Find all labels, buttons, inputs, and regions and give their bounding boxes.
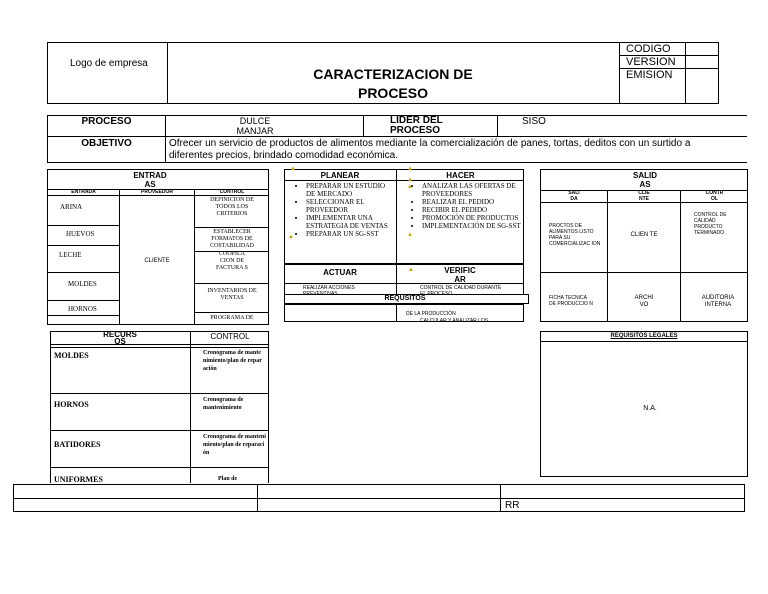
warning-marker-icon: ▲ bbox=[407, 177, 413, 183]
requisitos-legales-title: REQUISITOS LEGALES bbox=[610, 333, 678, 339]
objetivo-label: OBJETIVO bbox=[81, 138, 132, 149]
list-item: • ANALIZAR LAS OFERTAS DE PROVEEDORES bbox=[422, 182, 524, 198]
verificar-text-line1: CONTROL DE CALIDAD DURANTE bbox=[420, 285, 502, 291]
recurso-control: Cronograma de mantenimiento/plan de reparación bbox=[203, 434, 266, 456]
recursos-control-label: CONTROL bbox=[210, 332, 250, 341]
cliente-cell: CLIEN TE bbox=[630, 232, 658, 238]
salida-cell: PROCTOS DE ALIMENTOS LISTO PARA SU COMERCIALIZAC ION bbox=[549, 223, 601, 247]
salida-cell: FICHA TECNICA DE PRODUCCIO N bbox=[549, 295, 593, 307]
salidas-col-control-line1: CONTR bbox=[705, 190, 724, 196]
objetivo-text-line1: Ofrecer un servicio de productos de alimentos mediante la comercialización de panes, tortas, deditos con un surtido a bbox=[169, 138, 691, 149]
list-item: • REALIZAR EL PEDIDO bbox=[422, 198, 524, 206]
entradas-proveedor: CLIENTE bbox=[144, 258, 170, 264]
recurso-name: HORNOS bbox=[54, 400, 89, 409]
objetivo-text-line2: diferentes precios, brindado comodidad económica. bbox=[169, 150, 399, 161]
warning-marker-icon: ▲ bbox=[407, 166, 413, 172]
codigo-label: CODIGO bbox=[626, 43, 671, 55]
planear-list bbox=[292, 182, 394, 238]
salidas-col-cliente-line2: NTE bbox=[639, 196, 649, 202]
recurso-name: BATIDORES bbox=[54, 440, 101, 449]
company-logo-placeholder: Logo de empresa bbox=[70, 58, 148, 69]
document-title-line2: PROCESO bbox=[357, 85, 428, 101]
hacer-title: HACER bbox=[446, 171, 475, 180]
entradas-title-line1: ENTRAD bbox=[133, 171, 167, 180]
salidas-title-line1: SALID bbox=[633, 171, 657, 180]
requisitos-label: REQUSITOS bbox=[384, 295, 426, 302]
lider-value: SISO bbox=[522, 116, 546, 127]
actuar-title: ACTUAR bbox=[323, 268, 357, 277]
actuar-text-line1: REALIZAR ACCIONES bbox=[303, 285, 355, 291]
list-item: • SELECCIONAR EL PROVEEDOR bbox=[306, 198, 394, 214]
control-cell: CONTROL DE CALIDAD PRODUCTO TERMINADO bbox=[694, 212, 727, 236]
warning-marker-icon: ▲ bbox=[407, 184, 413, 190]
warning-marker-icon: ▲ bbox=[288, 234, 294, 240]
entrada-control: ESTABLECER FORMATOS DE COSTABILIDAD bbox=[210, 229, 254, 249]
requisitos-legales-table bbox=[540, 331, 748, 477]
entradas-col-control: CONTROL bbox=[219, 189, 245, 195]
warning-marker-icon: ▲ bbox=[408, 267, 414, 273]
entradas-col-proveedor: PROVEEDOR bbox=[141, 189, 173, 195]
recurso-control: Cronograma de mantenimiento/plan de reparación bbox=[203, 350, 262, 372]
entrada-item: HUEVOS bbox=[66, 230, 95, 238]
entrada-control: DEFINICION DE TODOS LOS CRITERIOS bbox=[210, 197, 254, 217]
entradas-col-entrada: ENTRADA bbox=[71, 189, 96, 195]
warning-marker-icon: ▲ bbox=[290, 166, 296, 172]
salidas-col-control-line2: OL bbox=[711, 196, 718, 202]
list-item: • PREPARAR UN ESTUDIO DE MERCADO bbox=[306, 182, 394, 198]
list-item: • RECIBIR EL PEDIDO bbox=[422, 206, 524, 214]
recurso-name: UNIFORMES bbox=[54, 475, 103, 484]
entrada-item: HORNOS bbox=[68, 305, 97, 313]
salidas-col-cliente-line1: CLIE bbox=[638, 190, 650, 196]
cliente-cell: ARCHI VO bbox=[634, 295, 654, 308]
planear-title: PLANEAR bbox=[320, 171, 360, 180]
footer-rr: RR bbox=[505, 500, 520, 511]
emision-label: EMISION bbox=[626, 69, 673, 81]
recurso-name: MOLDES bbox=[54, 351, 89, 360]
entrada-item: LECHE bbox=[59, 251, 82, 259]
list-item: • IMPLEMENTACIÓN DE SG-SST bbox=[422, 222, 524, 230]
entrada-item: ARINA bbox=[60, 203, 83, 211]
lider-label-line1: LIDER DEL bbox=[390, 115, 443, 126]
requisitos-legales-value: N.A. bbox=[643, 405, 657, 412]
proceso-label: PROCESO bbox=[81, 116, 132, 127]
entrada-control: COOPILA CION DE FACTURA S bbox=[215, 251, 249, 271]
entradas-title-line2: AS bbox=[144, 180, 156, 189]
entrada-item: MOLDES bbox=[68, 280, 97, 288]
list-item: • PREPARAR UN SG-SST bbox=[306, 230, 394, 238]
list-item: • IMPLEMENTAR UNA ESTRATEGIA DE VENTAS bbox=[306, 214, 394, 230]
proceso-value-line2: MANJAR bbox=[236, 126, 274, 136]
verificar-text-line4: CALCULAR Y ANALIZAR LOS bbox=[420, 318, 489, 324]
lider-label-line2: PROCESO bbox=[390, 125, 441, 136]
control-cell: AUDITORIA INTERNA bbox=[701, 295, 735, 308]
recursos-title-line1: RECURS bbox=[103, 330, 137, 339]
entrada-control: PROGRAMA DE bbox=[210, 315, 254, 321]
verificar-text-line3: DE LA PRODUCCIÓN bbox=[406, 311, 456, 317]
version-label: VERSION bbox=[626, 56, 676, 68]
proceso-value-line1: DULCE bbox=[239, 116, 271, 126]
warning-marker-icon: ▲ bbox=[407, 232, 413, 238]
recurso-control: Cronograma de mantenimiento bbox=[203, 397, 244, 411]
recurso-control: Plan de bbox=[218, 476, 238, 482]
document-title-line1: CARACTERIZACION DE bbox=[313, 66, 473, 82]
salidas-title-line2: AS bbox=[639, 180, 651, 189]
hacer-list bbox=[408, 182, 524, 230]
verificar-title-line2: AR bbox=[454, 275, 466, 284]
verificar-title-line1: VERIFIC bbox=[444, 266, 476, 275]
salidas-col-salida-line1: SALI bbox=[568, 190, 580, 196]
entrada-control: INVENTARIOS DE VENTAS bbox=[207, 288, 257, 301]
recursos-title-line2: OS bbox=[114, 337, 126, 346]
salidas-col-salida-line2: DA bbox=[570, 196, 578, 202]
list-item: • PROMOCIÓN DE PRODUCTOS bbox=[422, 214, 524, 222]
